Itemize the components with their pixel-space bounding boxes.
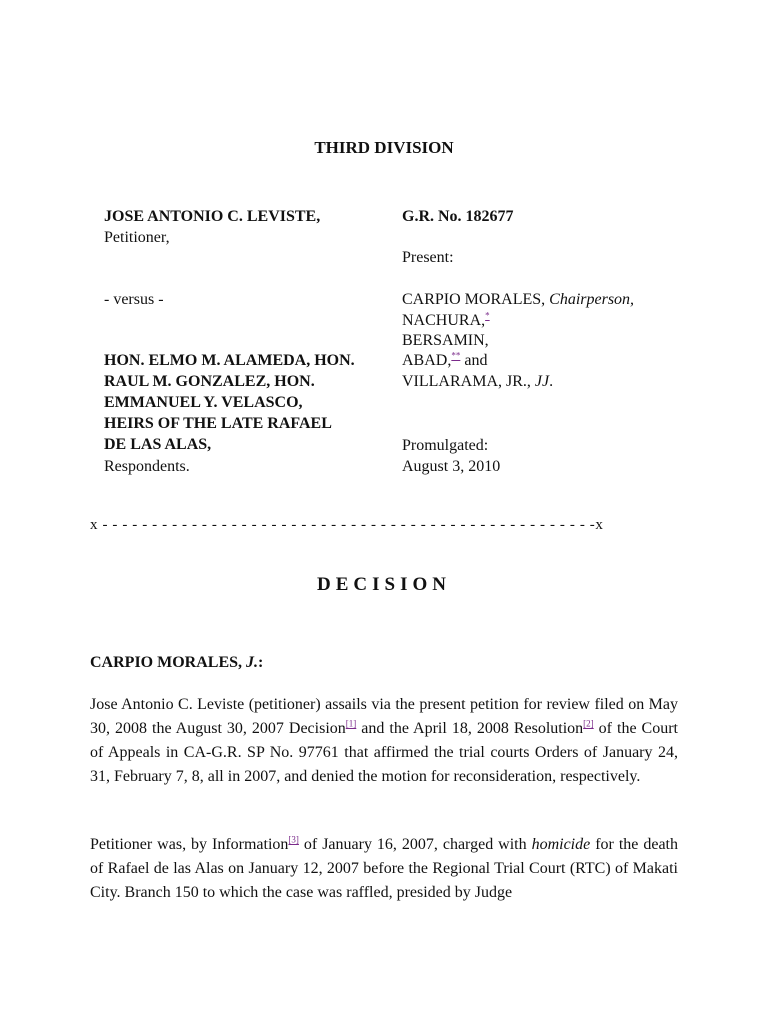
promulgated-label: Promulgated:: [402, 437, 489, 454]
petitioner-name: JOSE ANTONIO C. LEVISTE,: [104, 208, 321, 225]
respondent-line-4: HEIRS OF THE LATE RAFAEL: [104, 415, 332, 432]
promulgated-date: August 3, 2010: [402, 458, 501, 475]
petitioner-role: Petitioner,: [104, 229, 170, 246]
footnote-link-3[interactable]: [3]: [288, 834, 299, 845]
division-heading: THIRD DIVISION: [314, 138, 454, 157]
footnote-link-1[interactable]: [1]: [345, 718, 357, 729]
decision-heading: DECISION: [317, 574, 451, 595]
justice-carpio-morales: CARPIO MORALES, Chairperson,: [402, 291, 635, 308]
justice-bersamin: BERSAMIN,: [402, 332, 489, 349]
justice-villarama: VILLARAMA, JR., JJ.: [402, 373, 554, 390]
respondent-line-3: EMMANUEL Y. VELASCO,: [104, 394, 303, 411]
justice-abad: ABAD,** and: [402, 350, 488, 369]
respondent-line-5: DE LAS ALAS,: [104, 436, 212, 453]
respondents-role: Respondents.: [104, 458, 190, 475]
respondent-line-2: RAUL M. GONZALEZ, HON.: [104, 373, 315, 390]
justice-nachura: NACHURA,*: [402, 310, 490, 329]
respondent-line-1: HON. ELMO M. ALAMEDA, HON.: [104, 352, 355, 369]
footnote-link-star[interactable]: *: [485, 310, 490, 321]
separator-line: x - - - - - - - - - - - - - - - - - - - - - - - - - - - - - - - - - - - - - - - - - - - - - - - - - -x: [90, 517, 604, 533]
footnote-link-double-star[interactable]: **: [451, 350, 461, 361]
case-number: G.R. No. 182677: [402, 208, 514, 225]
paragraph-2: Petitioner was, by Information[3] of January 16, 2007, charged with homicide for the death of Rafael de las Alas on January 12, 2007 before the Regional Trial Court (RTC) of Makati City. Branch 150 to which the case was raffled, presided by Judge: [90, 834, 678, 901]
footnote-link-2[interactable]: [2]: [583, 718, 594, 729]
paragraph-1: Jose Antonio C. Leviste (petitioner) assails via the present petition for review filed on May 30, 2008 the August 30, 2007 Decision[1] and the April 18, 2008 Resolution[2] of the Court of Appeals in CA-G.R. SP No. 97761 that affirmed the trial courts Orders of January 24, 31, February 7, 8, all in 2007, and denied the motion for reconsideration, respectively.: [90, 696, 678, 785]
versus-label: - versus -: [104, 291, 164, 308]
present-label: Present:: [402, 249, 454, 266]
ponente: CARPIO MORALES, J.:: [90, 654, 264, 671]
